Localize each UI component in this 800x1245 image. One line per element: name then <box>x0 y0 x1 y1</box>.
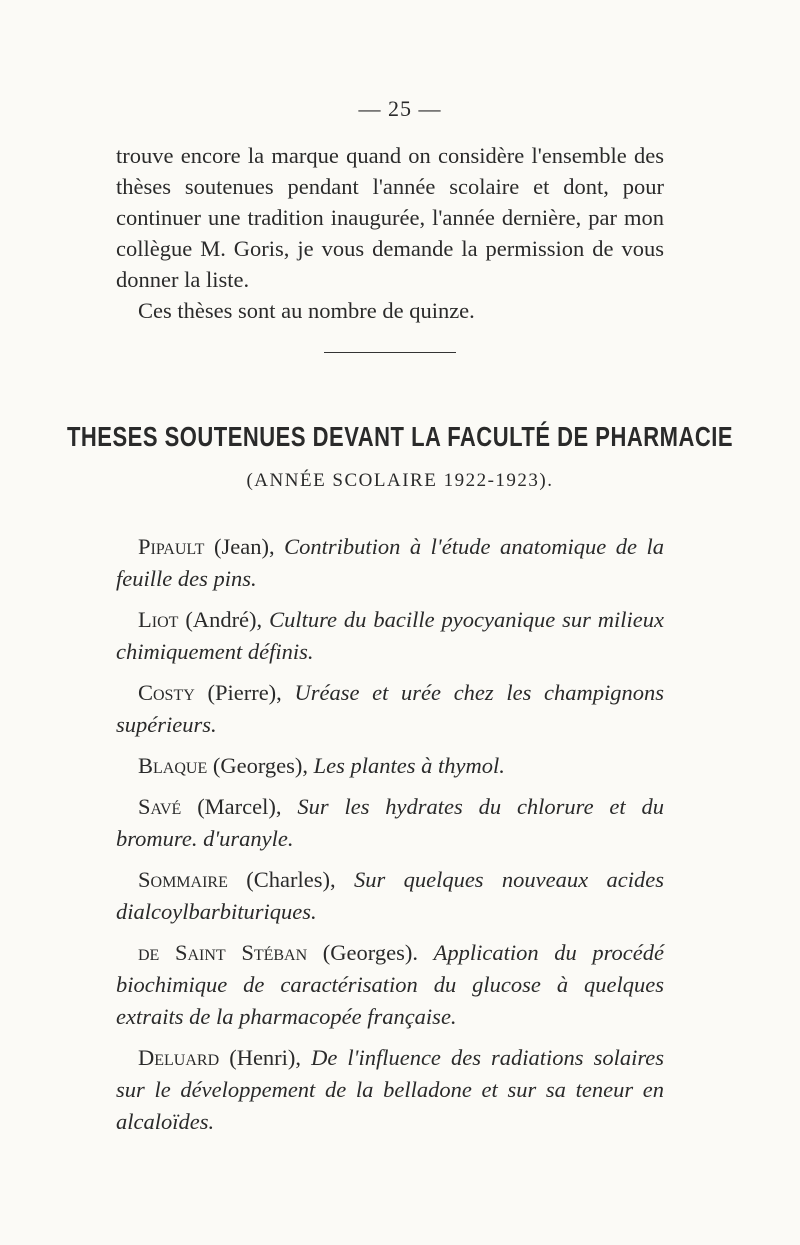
thesis-title: De l'influence des radiations solaires sur le développement de la belladone et sur sa teneur en alcaloïdes. <box>116 1045 665 1134</box>
intro-text <box>116 140 664 326</box>
thesis-entry <box>116 864 664 928</box>
thesis-entry <box>116 1042 664 1138</box>
thesis-firstname: (Henri), <box>229 1045 302 1070</box>
page-number: — 25 — <box>358 96 442 121</box>
thesis-entry <box>116 937 664 1033</box>
section-title: THESES SOUTENUES DEVANT LA FACULTÉ DE PHARMACIE <box>66 421 734 453</box>
thesis-title: Sur les hydrates du chlorure et du bromure. d'uranyle. <box>116 794 665 851</box>
thesis-author: de Saint Stéban <box>138 940 308 965</box>
thesis-author: Sommaire <box>138 867 228 892</box>
thesis-firstname: (Jean), <box>214 534 275 559</box>
thesis-firstname: (Charles), <box>246 867 336 892</box>
thesis-author: Costy <box>138 680 195 705</box>
thesis-entry <box>116 531 664 595</box>
thesis-title: Culture du bacille pyocyanique sur milieux chimiquement définis. <box>116 607 664 664</box>
intro-paragraph: Ces thèses sont au nombre de quinze. <box>138 298 475 323</box>
thesis-author: Pipault <box>138 534 205 559</box>
thesis-entry <box>116 604 664 668</box>
thesis-title: Uréase et urée chez les champignons supérieurs. <box>116 680 664 737</box>
thesis-author: Deluard <box>138 1045 220 1070</box>
thesis-entry <box>116 791 664 855</box>
thesis-title: Les plantes à thymol. <box>313 753 505 778</box>
thesis-firstname: (André), <box>185 607 263 632</box>
thesis-firstname: (Pierre), <box>207 680 282 705</box>
thesis-firstname: (Georges). <box>322 940 418 965</box>
thesis-title: Application du procédé biochimique de caractérisation du glucose à quelques extraits de la pharmacopée française. <box>116 940 665 1029</box>
thesis-author: Savé <box>138 794 182 819</box>
thesis-entry <box>116 677 664 741</box>
separator-rule <box>324 352 456 353</box>
thesis-firstname: (Georges), <box>212 753 309 778</box>
section-subtitle: (ANNÉE SCOLAIRE 1922-1923). <box>246 470 554 491</box>
thesis-title: Contribution à l'étude anatomique de la feuille des pins. <box>116 534 665 591</box>
intro-paragraph: trouve encore la marque quand on considère l'ensemble des thèses soutenues pendant l'année scolaire et dont, pour continuer une tradition inaugurée, l'année dernière, par mon collègue M. Goris, je vous demande la permission de vous donner la liste. <box>116 143 664 292</box>
thesis-author: Liot <box>138 607 179 632</box>
theses-list <box>116 531 664 1147</box>
thesis-title: Sur quelques nouveaux acides dialcoylbarbituriques. <box>116 867 664 924</box>
thesis-entry <box>116 750 664 782</box>
thesis-firstname: (Marcel), <box>197 794 282 819</box>
thesis-author: Blaque <box>138 753 208 778</box>
